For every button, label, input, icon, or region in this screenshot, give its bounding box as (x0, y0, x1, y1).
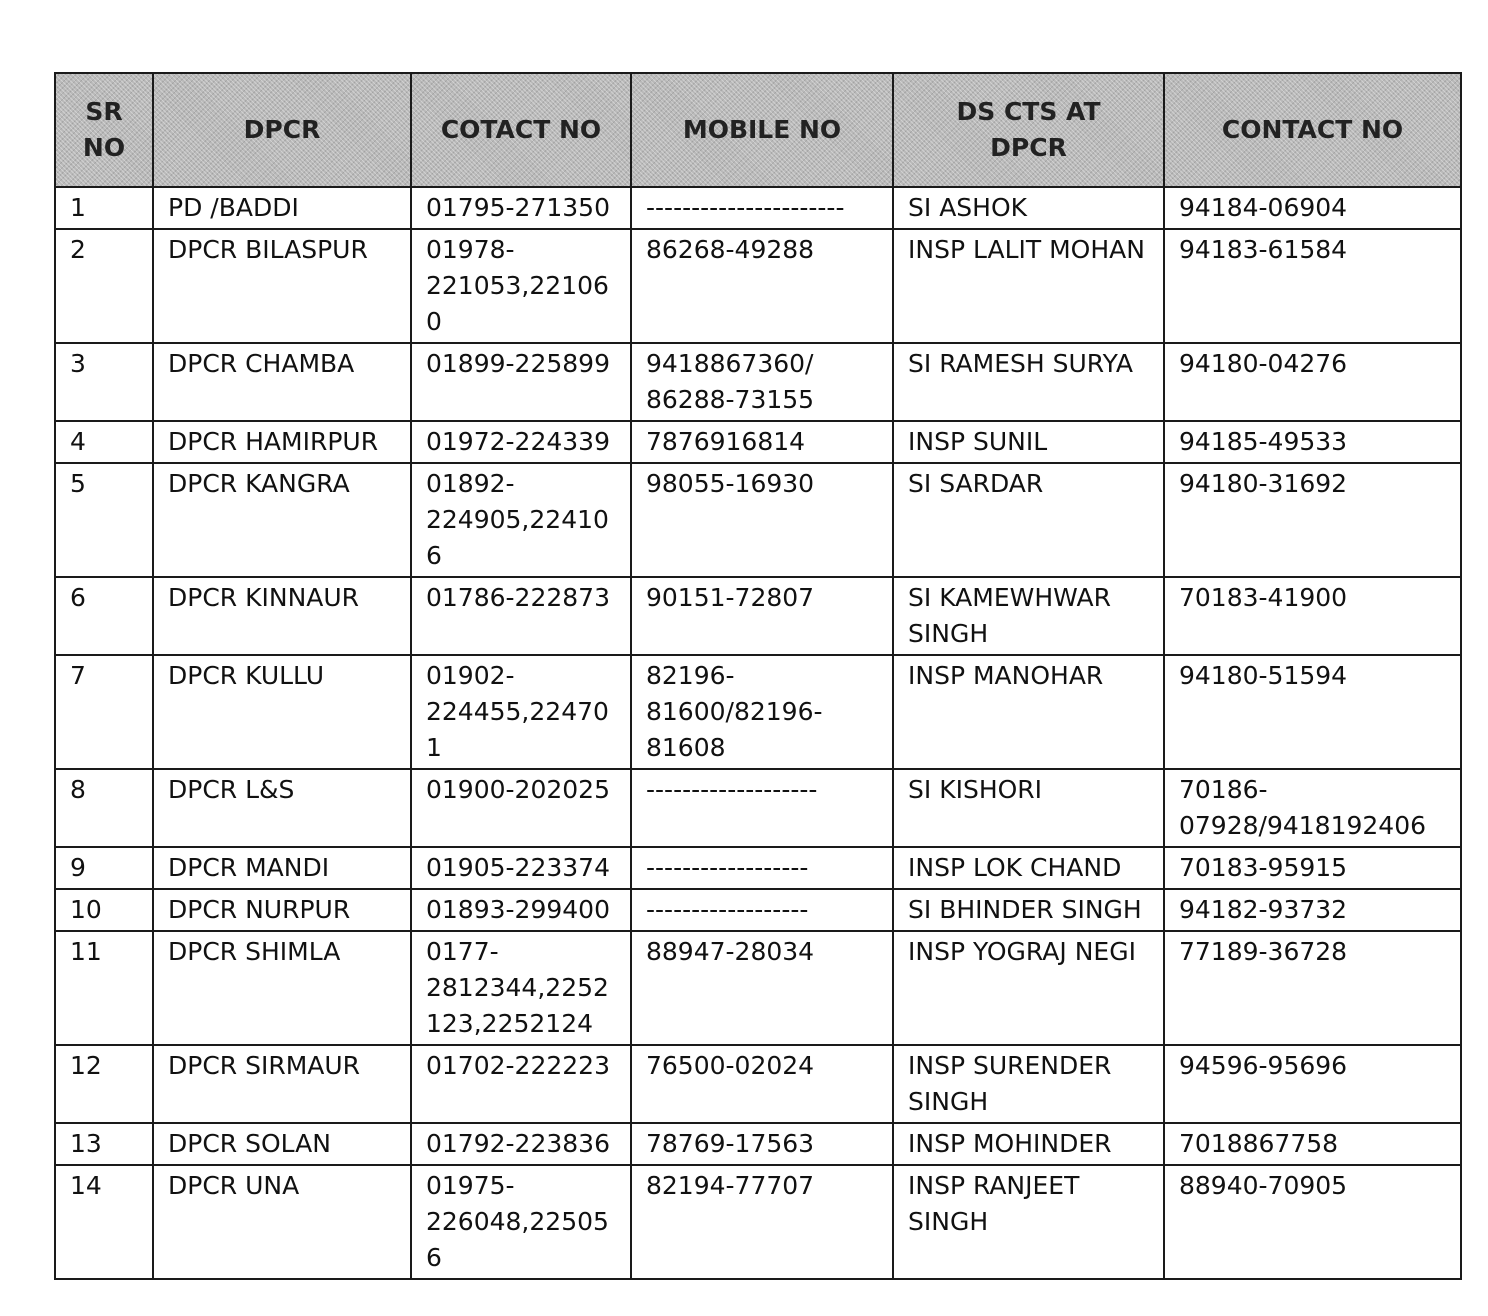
cotact-no-cell: 01900-202025 (411, 769, 631, 847)
cotact-no-cell: 01892-224905,224106 (411, 463, 631, 577)
table-row (55, 1123, 1461, 1165)
ds-cts-cell: INSP LALIT MOHAN (893, 229, 1164, 343)
dpcr-cell: DPCR SHIMLA (153, 931, 411, 1045)
cotact-no-cell: 01972-224339 (411, 421, 631, 463)
ds-cts-cell: INSP SURENDER SINGH (893, 1045, 1164, 1123)
ds-cts-cell: INSP RANJEET SINGH (893, 1165, 1164, 1279)
cotact-no-cell: 0177-2812344,2252123,2252124 (411, 931, 631, 1045)
header-contact-no (1164, 73, 1461, 187)
mobile-no-cell: 9418867360/ 86288-73155 (631, 343, 893, 421)
table-row (55, 655, 1461, 769)
sr-no-cell: 1 (55, 187, 153, 229)
mobile-no-cell: 7876916814 (631, 421, 893, 463)
sr-no-cell: 2 (55, 229, 153, 343)
ds-cts-cell: INSP MANOHAR (893, 655, 1164, 769)
contact-no-cell: 70186-07928/9418192406 (1164, 769, 1461, 847)
table-row (55, 577, 1461, 655)
dpcr-cell: DPCR SOLAN (153, 1123, 411, 1165)
contact-no-cell: 94185-49533 (1164, 421, 1461, 463)
ds-cts-cell: INSP SUNIL (893, 421, 1164, 463)
table-header (55, 73, 1461, 187)
header-sr-no-label: SR NO (82, 97, 126, 162)
ds-cts-cell: INSP LOK CHAND (893, 847, 1164, 889)
dpcr-contact-table (54, 72, 1462, 1280)
contact-no-cell: 88940-70905 (1164, 1165, 1461, 1279)
dpcr-cell: DPCR KANGRA (153, 463, 411, 577)
ds-cts-cell: INSP YOGRAJ NEGI (893, 931, 1164, 1045)
mobile-no-cell: 98055-16930 (631, 463, 893, 577)
contact-no-cell: 94180-31692 (1164, 463, 1461, 577)
contact-no-cell: 94184-06904 (1164, 187, 1461, 229)
contact-no-cell: 94183-61584 (1164, 229, 1461, 343)
contact-no-cell: 70183-95915 (1164, 847, 1461, 889)
table-row (55, 931, 1461, 1045)
dpcr-cell: DPCR CHAMBA (153, 343, 411, 421)
header-row (55, 73, 1461, 187)
header-ds-cts-label: DS CTS AT DPCR (956, 97, 1101, 162)
sr-no-cell: 9 (55, 847, 153, 889)
sr-no-cell: 14 (55, 1165, 153, 1279)
cotact-no-cell: 01792-223836 (411, 1123, 631, 1165)
header-cotact-no-label: COTACT NO (440, 115, 602, 144)
sr-no-cell: 11 (55, 931, 153, 1045)
table-row (55, 187, 1461, 229)
cotact-no-cell: 01702-222223 (411, 1045, 631, 1123)
table-row (55, 1045, 1461, 1123)
dpcr-cell: DPCR NURPUR (153, 889, 411, 931)
table-row (55, 847, 1461, 889)
mobile-no-cell: ---------------------- (631, 187, 893, 229)
dpcr-cell: DPCR HAMIRPUR (153, 421, 411, 463)
cotact-no-cell: 01905-223374 (411, 847, 631, 889)
header-cotact-no (411, 73, 631, 187)
mobile-no-cell: 88947-28034 (631, 931, 893, 1045)
sr-no-cell: 7 (55, 655, 153, 769)
header-ds-cts-at-dpcr (893, 73, 1164, 187)
header-sr-no (55, 73, 153, 187)
contact-no-cell: 70183-41900 (1164, 577, 1461, 655)
dpcr-cell: DPCR BILASPUR (153, 229, 411, 343)
cotact-no-cell: 01795-271350 (411, 187, 631, 229)
cotact-no-cell: 01893-299400 (411, 889, 631, 931)
cotact-no-cell: 01902-224455,224701 (411, 655, 631, 769)
cotact-no-cell: 01899-225899 (411, 343, 631, 421)
dpcr-cell: DPCR SIRMAUR (153, 1045, 411, 1123)
dpcr-cell: DPCR KINNAUR (153, 577, 411, 655)
dpcr-cell: DPCR UNA (153, 1165, 411, 1279)
ds-cts-cell: SI RAMESH SURYA (893, 343, 1164, 421)
ds-cts-cell: SI SARDAR (893, 463, 1164, 577)
sr-no-cell: 13 (55, 1123, 153, 1165)
contact-no-cell: 94180-51594 (1164, 655, 1461, 769)
mobile-no-cell: 82196-81600/82196-81608 (631, 655, 893, 769)
table-row (55, 769, 1461, 847)
sr-no-cell: 12 (55, 1045, 153, 1123)
mobile-no-cell: ------------------ (631, 847, 893, 889)
table-row (55, 421, 1461, 463)
ds-cts-cell: SI KAMEWHWAR SINGH (893, 577, 1164, 655)
sr-no-cell: 10 (55, 889, 153, 931)
dpcr-cell: DPCR MANDI (153, 847, 411, 889)
cotact-no-cell: 01786-222873 (411, 577, 631, 655)
contact-no-cell: 94596-95696 (1164, 1045, 1461, 1123)
header-dpcr (153, 73, 411, 187)
sr-no-cell: 5 (55, 463, 153, 577)
table-row (55, 889, 1461, 931)
contact-no-cell: 94182-93732 (1164, 889, 1461, 931)
ds-cts-cell: SI KISHORI (893, 769, 1164, 847)
table-row (55, 343, 1461, 421)
sr-no-cell: 8 (55, 769, 153, 847)
ds-cts-cell: SI BHINDER SINGH (893, 889, 1164, 931)
ds-cts-cell: INSP MOHINDER (893, 1123, 1164, 1165)
table-row (55, 463, 1461, 577)
contact-no-cell: 7018867758 (1164, 1123, 1461, 1165)
mobile-no-cell: 78769-17563 (631, 1123, 893, 1165)
sr-no-cell: 3 (55, 343, 153, 421)
mobile-no-cell: 82194-77707 (631, 1165, 893, 1279)
header-contact-no-label: CONTACT NO (1221, 115, 1404, 144)
table-row (55, 1165, 1461, 1279)
table-row (55, 229, 1461, 343)
cotact-no-cell: 01975-226048,225056 (411, 1165, 631, 1279)
ds-cts-cell: SI ASHOK (893, 187, 1164, 229)
header-mobile-no (631, 73, 893, 187)
contact-no-cell: 77189-36728 (1164, 931, 1461, 1045)
dpcr-cell: PD /BADDI (153, 187, 411, 229)
sr-no-cell: 6 (55, 577, 153, 655)
table-body (55, 187, 1461, 1279)
mobile-no-cell: 86268-49288 (631, 229, 893, 343)
cotact-no-cell: 01978-221053,221060 (411, 229, 631, 343)
header-mobile-no-label: MOBILE NO (682, 115, 842, 144)
header-dpcr-label: DPCR (243, 115, 321, 144)
dpcr-cell: DPCR KULLU (153, 655, 411, 769)
mobile-no-cell: 76500-02024 (631, 1045, 893, 1123)
dpcr-cell: DPCR L&S (153, 769, 411, 847)
mobile-no-cell: ------------------- (631, 769, 893, 847)
sr-no-cell: 4 (55, 421, 153, 463)
mobile-no-cell: 90151-72807 (631, 577, 893, 655)
contact-no-cell: 94180-04276 (1164, 343, 1461, 421)
mobile-no-cell: ------------------ (631, 889, 893, 931)
